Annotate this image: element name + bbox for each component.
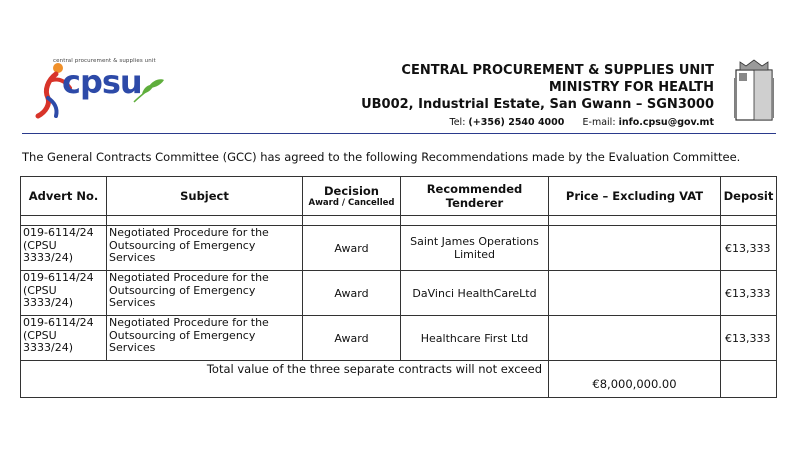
- total-row: [21, 361, 777, 398]
- tenderer-cell: Healthcare First Ltd: [401, 316, 549, 361]
- recommendations-table: [20, 176, 777, 398]
- unit-info: [361, 62, 714, 130]
- header-tenderer-l1: Recommended: [426, 182, 523, 196]
- email-label: E-mail:: [582, 117, 616, 128]
- price-cell: [549, 271, 721, 316]
- deposit-cell: €13,333: [721, 226, 777, 271]
- decision-cell: Award: [303, 271, 401, 316]
- unit-address: UB002, Industrial Estate, San Gwann – SGN3000: [361, 97, 714, 112]
- malta-crest-icon: [734, 58, 774, 124]
- header-price: Price – Excluding VAT: [549, 177, 721, 216]
- header-subject: Subject: [107, 177, 303, 216]
- decision-cell: Award: [303, 226, 401, 271]
- header-decision-sub: Award / Cancelled: [308, 198, 395, 208]
- contact-line: [361, 115, 714, 130]
- table-row: [21, 316, 777, 361]
- header-decision: [303, 177, 401, 216]
- price-cell: [549, 316, 721, 361]
- advert-cell: 019-6114/24 (CPSU 3333/24): [21, 226, 107, 271]
- total-value: €8,000,000.00: [549, 361, 721, 398]
- logo-wordmark: cpsu: [62, 63, 142, 101]
- decision-cell: Award: [303, 316, 401, 361]
- unit-name: CENTRAL PROCUREMENT & SUPPLIES UNIT: [401, 63, 714, 78]
- total-deposit-cell: [721, 361, 777, 398]
- table-header-row: [21, 177, 777, 216]
- tel-label: Tel:: [449, 117, 466, 128]
- deposit-cell: €13,333: [721, 316, 777, 361]
- tenderer-cell: Saint James Operations Limited: [401, 226, 549, 271]
- deposit-cell: €13,333: [721, 271, 777, 316]
- email-value[interactable]: info.cpsu@gov.mt: [618, 117, 714, 128]
- table-row: [21, 271, 777, 316]
- subject-cell: Negotiated Procedure for the Outsourcing of Emergency Services: [107, 271, 303, 316]
- ministry-name: MINISTRY FOR HEALTH: [548, 80, 714, 95]
- header-divider: [22, 133, 776, 134]
- total-label: Total value of the three separate contracts will not exceed: [21, 361, 549, 398]
- advert-cell: 019-6114/24 (CPSU 3333/24): [21, 316, 107, 361]
- subject-cell: Negotiated Procedure for the Outsourcing of Emergency Services: [107, 226, 303, 271]
- header-advert: Advert No.: [21, 177, 107, 216]
- header-decision-title: Decision: [324, 184, 379, 198]
- logo-tagline: central procurement & supplies unit: [53, 58, 156, 64]
- price-cell: [549, 226, 721, 271]
- header-deposit: Deposit: [721, 177, 777, 216]
- advert-cell: 019-6114/24 (CPSU 3333/24): [21, 271, 107, 316]
- header-tenderer-l2: Tenderer: [445, 196, 504, 210]
- table-row: [21, 226, 777, 271]
- table-spacer-row: [21, 216, 777, 226]
- intro-text: The General Contracts Committee (GCC) has agreed to the following Recommendations made by the Evaluation Committee.: [22, 150, 741, 164]
- tenderer-cell: DaVinci HealthCareLtd: [401, 271, 549, 316]
- header-tenderer: [401, 177, 549, 216]
- subject-cell: Negotiated Procedure for the Outsourcing of Emergency Services: [107, 316, 303, 361]
- tel-value: (+356) 2540 4000: [468, 117, 565, 128]
